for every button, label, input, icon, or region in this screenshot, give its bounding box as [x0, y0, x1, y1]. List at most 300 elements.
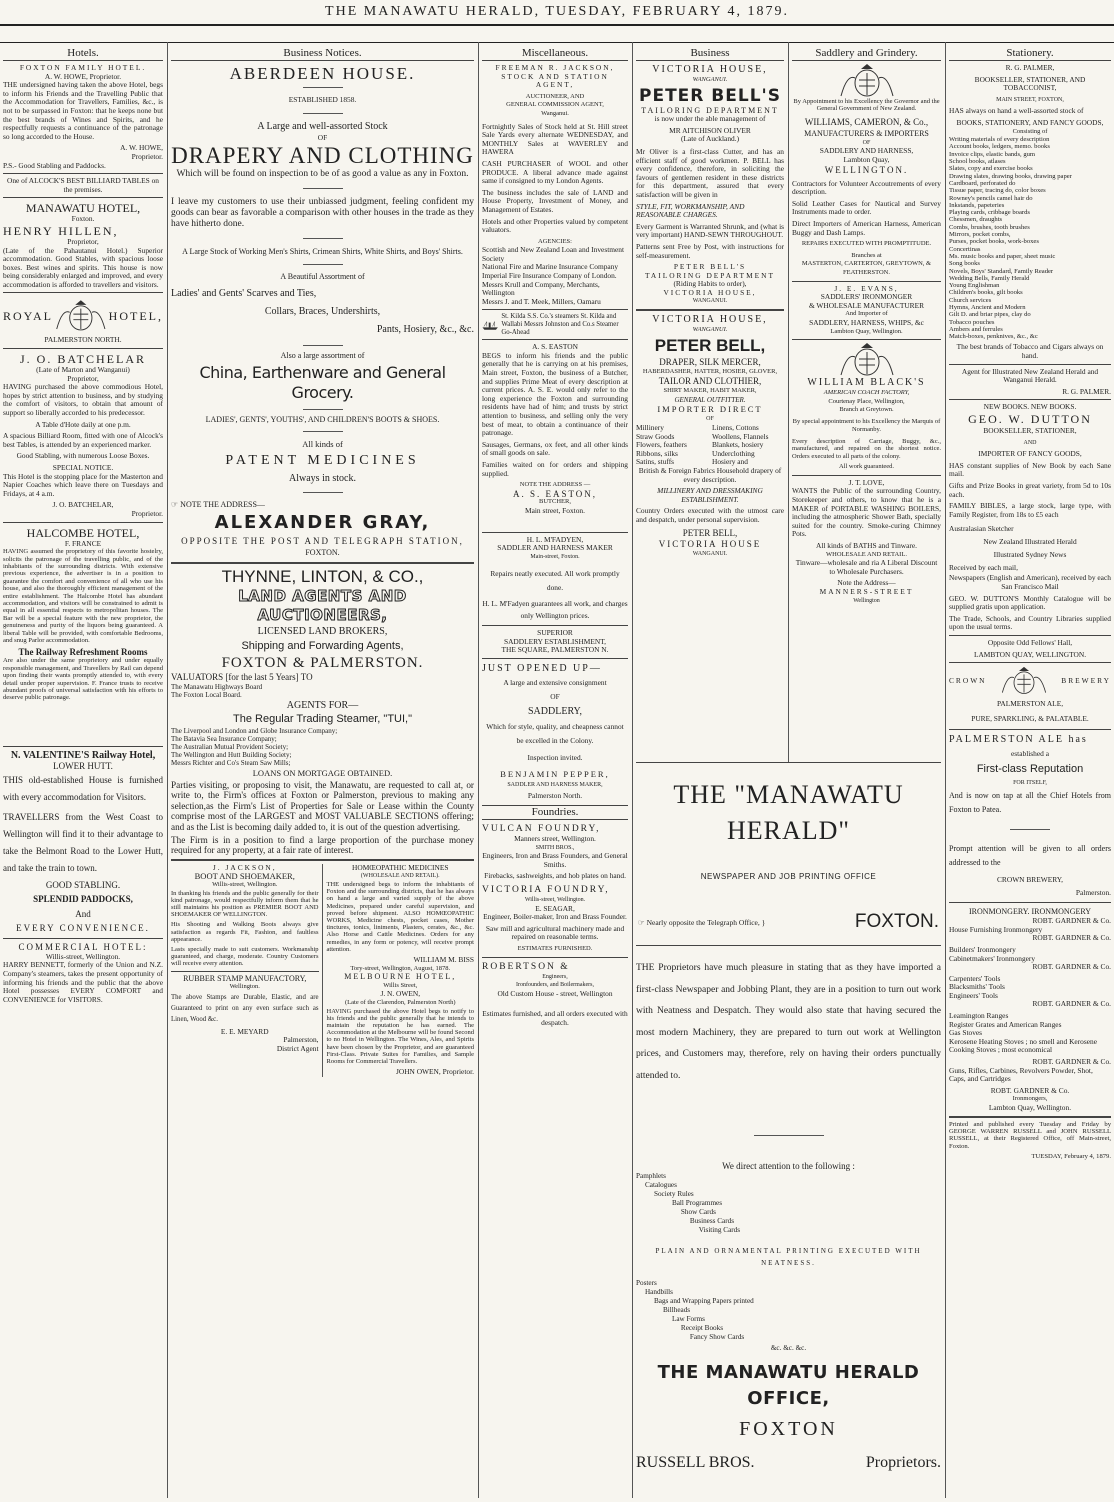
ad-body: BEGS to inform his friends and the public generally that he is carrying on at his premises, Main street, Foxton, the business of a Butcher, and supplies Prime Meat of every description at current prices. A. S. E. would only refer to the long experience the Foxton and surrounding residents have had of him; and trusts by strict attention to business, and selling only the very best of meat, to obtain a continuance of their patronage.: [482, 350, 628, 438]
steamship-icon: [482, 314, 498, 336]
ad-headline: FOXTON.: [854, 911, 939, 932]
ad-text: OF: [317, 132, 328, 142]
ad-text: (WHOLESALE AND RETAIL).: [360, 873, 440, 880]
ad-title: WILLIAMS, CAMERON, & Co.,: [804, 116, 929, 127]
ad-body: Mr Oliver is a first-class Cutter, and has an efficient staff of good workmen. P. BELL has every confidence, therefore, in soliciting the favours of gentlemen resident in these districts for this department, assured that every satisfaction will be given in: [636, 146, 784, 199]
ad-text: The Regular Trading Steamer, "TUI,": [233, 712, 412, 725]
pointing-hand-icon: ☞: [171, 499, 181, 509]
ad-title: VICTORIA HOUSE,: [652, 64, 768, 75]
herald-address: [636, 911, 941, 933]
ad-headline: PALMERSTON ALE has: [949, 734, 1088, 746]
ad-body: THIS old-established House is furnished with every accommodation for Visitors.: [3, 774, 163, 802]
ad-body: A spacious Billiard Room, fitted with one of Alcock's best Tables, is attended by an experienced marker.: [3, 431, 163, 449]
column-stationery: [949, 47, 1111, 1498]
ad-text: MAIN STREET, FOXTON,: [996, 96, 1064, 103]
ad-title: J. T. LOVE,: [848, 477, 885, 487]
ad-text: A Large and well-assorted Stock: [257, 120, 388, 132]
ad-text: AND: [1023, 439, 1037, 446]
ad-body: This Hotel is the stopping place for the Masterton and Napier Coaches which leave there on Tuesdays and Fridays, at 4 a.m.: [3, 471, 163, 498]
divider: [171, 859, 474, 861]
ad-title: COMMERCIAL HOTEL:: [18, 941, 148, 952]
ad-text: P.S.- Good Stabling and Paddocks.: [3, 160, 106, 170]
masthead: THE MANAWATU HERALD, TUESDAY, FEBRUARY 4, 1879.: [325, 4, 789, 19]
ad-headline: SADDLERY,: [528, 706, 582, 718]
ad-text: CROWN BREWERY,: [997, 875, 1063, 885]
ad-body: Repairs neatly executed. All work promptly done.: [490, 569, 620, 593]
ad-text: SADDLERY, HARNESS, WHIPS, &c: [809, 317, 924, 327]
ad-signature: PETER BELL,: [682, 527, 738, 538]
ad-body: Every Garment is Warranted Shrunk, and (what is very important) HAND-SEWN THROUGHOUT.: [636, 221, 784, 240]
ad-body: I leave my customers to use their unbiassed judgment, feeling confident my goods can bear as favorable a comparison with other houses in the trade as they have hitherto done.: [171, 197, 474, 230]
ad-body: Engineer, Boiler-maker, Iron and Brass Founder.: [483, 912, 627, 922]
column-divider: [945, 42, 946, 1498]
ad-body: (Late of the Pahautanui Hotel.) Superior accommodation. Good Stables, with spacious loose boxes. Best wines and spirits. This house is now being considerably enlarged and improved, and every accommodation is afforded to travellers and visitors.: [3, 245, 163, 289]
ad-owner: J. O. BATCHELAR: [19, 352, 146, 367]
ad-body: Families waited on for orders and shipping supplied.: [482, 459, 628, 478]
ad-text: ROBT. GARDNER & Co.: [1032, 933, 1111, 943]
ad-text: A large and extensive consignment: [503, 678, 607, 688]
ad-text: Pants, Hosiery, &c., &c.: [376, 323, 474, 335]
royal-crest-icon: [837, 64, 897, 98]
ad-text: VICTORIA HOUSE,: [663, 287, 757, 297]
ad-title: A. S. EASTON: [532, 342, 578, 352]
ad-text: Willis-street, Wellington.: [212, 881, 278, 888]
ad-list: The Liverpool and London and Globe Insurance Company; The Batavia Sea Insurance Company; The Australian Mutual Provident Society; The Wellington and Hutt Building Society; Messrs Richter and Co's Steam Saw Mills;: [171, 726, 338, 767]
ad-text: All work guaranteed.: [838, 463, 895, 471]
ad-body: HAVING purchased the above Hotel begs to notify to his friends and the public generally that he intends to maintain the reputation he has earned. The Accommodation at the Melbourne will be found Second to no Hotel in Wellington. The Wines, Ales, and Spirits have been chosen by the Proprietor, and are guaranteed First-Class. Private Suites for Families, and Sample Rooms for Commercial Travellers.: [326, 1007, 474, 1066]
ad-heading: SPECIAL NOTICE.: [52, 463, 114, 472]
ad-headline: ALEXANDER GRAY,: [214, 511, 431, 533]
divider: [3, 746, 163, 747]
ad-text: SPLENDID PADDOCKS,: [33, 893, 133, 904]
divider: [3, 938, 163, 939]
ad-body: THE undersigned begs to inform the inhabitants of Foxton and the surrounding districts, that he has always on hand a large and varied supply of the above Medicines, prepared under careful supervision, and proved before shipment. ALSO HOMŒOPATHIC WORKS, Medicine chests, pocket cases, Mother tinctures, tonics, liniments, Plasters, cerates, &c., &c. Also Horse and Cattle Medicines. Orders for any remedies, in any form or potency, will receive prompt attention.: [326, 881, 474, 953]
ad-body: THE undersigned having taken the above Hotel, begs to inform his Friends and the Travelling Public that the Accommodation for Travellers, Families, &c., is not to be surpassed in Foxton: that he keeps none but the best brands of Wines and Spirits, and he respectfully requests a continuance of the patronage so long accorded to the House.: [3, 80, 163, 141]
ad-text: NEW BOOKS. NEW BOOKS.: [983, 402, 1077, 412]
goods-list-left: Millinery Straw Goods Flowers, feathers Ribbons, silks Satins, stuffs: [636, 423, 687, 467]
herald-office-ad: [636, 762, 941, 1499]
royal-crest-icon: [53, 298, 109, 334]
ad-text: LAMBTON QUAY, WELLINGTON.: [973, 649, 1087, 659]
ad-owner: HENRY HILLEN,: [3, 223, 119, 238]
ad-body: Firebacks, sashweights, and hob plates on hand.: [484, 871, 626, 881]
ad-text: Wellington: [853, 597, 880, 604]
ad-title: ROBERTSON &: [482, 961, 570, 972]
ad-text: BUTCHER,: [539, 498, 571, 506]
ad-text: A Large Stock of Working Men's Shirts, Crimean Shirts, White Shirts, and Boys' Shirts.: [182, 247, 463, 257]
ad-text: BOOKSELLER, STATIONER, AND TOBACCONIST,: [974, 74, 1086, 93]
ad-headline: PATENT MEDICINES: [225, 452, 420, 468]
ad-body: Prompt attention will be given to all orders addressed to the: [949, 844, 1111, 868]
ad-text: WHOLESALE AND RETAIL.: [826, 550, 907, 558]
ad-text: Agent for Illustrated New Zealand Herald and Wanganui Herald.: [961, 366, 1099, 385]
imprint-date: TUESDAY, February 4, 1879.: [1031, 1153, 1111, 1161]
ad-text: ESTIMATES FURNISHED.: [517, 945, 593, 952]
ad-text: Note the Address—: [837, 578, 896, 588]
divider: [3, 173, 163, 174]
ad-text: Good Stabling, with numerous Loose Boxes.: [16, 451, 150, 461]
ad-title: R. G. PALMER,: [1005, 63, 1055, 72]
ad-body: Hotels and other Properties valued by competent valuators.: [482, 216, 628, 235]
ad-title: WILLIAM BLACK'S: [807, 377, 926, 389]
ad-text: BOOT AND SHOEMAKER,: [194, 871, 295, 882]
ad-headline: FOXTON & PALMERSTON.: [221, 654, 424, 671]
ad-text: Collars, Braces, Undershirts,: [264, 305, 381, 317]
ad-title: HALCOMBE HOTEL,: [26, 525, 140, 540]
ad-text: EVERY CONVENIENCE.: [16, 922, 150, 933]
goods-list-right: Linens, Cottons Woollens, Flannels Blankets, hosiery Underclothing Hosiery and: [712, 423, 769, 467]
ad-body: Engineers, Iron and Brass Founders, and General Smiths.: [482, 851, 628, 869]
ad-body: Are also under the same proprietory and under equally responsible management, and Travellers by Rail can depend upon finding their wants promptly attended to, with every detail under proper supervision. F. France trusts to receive abundant proofs of universal satisfaction with his efforts to deserve public patronage.: [3, 657, 163, 702]
two-column-ads: [171, 864, 474, 1077]
ad-body: H. L. M'Fadyen guarantees all work, and charges only Wellington prices.: [482, 599, 628, 621]
column-hotels: [3, 47, 163, 1498]
ad-text: FOR ITSELF,: [1013, 780, 1047, 787]
ad-body: Which for style, quality, and cheapness cannot be excelled in the Colony.: [486, 722, 624, 746]
steamer-notice: [482, 313, 628, 336]
ad-heading: The Railway Refreshment Rooms: [18, 647, 148, 658]
ad-title: GEO. W. DUTTON: [968, 412, 1092, 427]
ad-headline: THYNNE, LINTON, & CO.,: [221, 566, 424, 586]
ad-text: Tinware—wholesale and ria A Liberal Discount to Wholesale Purchasers.: [795, 558, 938, 576]
ad-text: NEWSPAPER AND JOB PRINTING OFFICE: [700, 872, 877, 881]
ad-signature: Proprietor.: [131, 508, 163, 518]
ad-text: GENERAL COMMISSION AGENT,: [506, 101, 604, 109]
column-divider: [632, 42, 633, 1498]
jackson-ad: [171, 864, 323, 1077]
crown-brewery-header: [949, 666, 1111, 696]
ad-body: Lasts specially made to suit customers. Workmanship guaranteed, and charge, moderate. Country Customers will receive every attention.: [171, 946, 319, 968]
ad-headline: THE "MANAWATU HERALD": [673, 780, 904, 845]
masthead-rule: [0, 24, 1114, 26]
ad-body: The Trade, Schools, and Country Libraries supplied upon the usual terms.: [949, 613, 1111, 632]
ad-headline: LAND AGENTS AND AUCTIONEERS,: [238, 586, 407, 624]
ad-body: Every description of Carriage, Buggy, &c., manufactured, and repaired on the shortest notice. Orders executed to all parts of the colony.: [792, 438, 941, 460]
ad-text: All kinds of: [302, 438, 343, 449]
ad-signature: ROBT. GARDNER & Co.: [990, 1085, 1070, 1095]
ad-text: PLAIN AND ORNAMENTAL PRINTING EXECUTED WITH NEATNESS.: [655, 1247, 922, 1267]
ad-text: Wanganui.: [541, 109, 569, 117]
homeopathic-ad: [327, 864, 475, 1077]
section-heading: Foundries.: [482, 805, 628, 820]
ad-text: Tory-street, Wellington, August, 1878.: [350, 964, 451, 972]
ad-title: J. E. EVANS,: [834, 283, 899, 293]
column-business-notices: [171, 47, 474, 1498]
ad-text: PALMERSTON NORTH.: [44, 335, 122, 345]
ad-text: AMERICAN COACH FACTORY,: [823, 389, 910, 397]
royal-hotel-header: [3, 296, 163, 336]
column-divider: [478, 42, 479, 1498]
ad-text: MR AITCHISON OLIVER: [669, 125, 751, 135]
ad-text: Kerosene Heating Stoves ; no smell and Kerosene Cooking Stoves ; most economical: [949, 1036, 1097, 1055]
ad-text: MANUFACTURERS & IMPORTERS: [804, 128, 929, 138]
ad-text: Manners street, Wellington.: [514, 834, 596, 844]
ad-text: Willis Street,: [383, 981, 418, 989]
ad-body: The above Stamps are Durable, Elastic, and are Guaranteed to print on any even surface such as Linen, Wood &c.: [171, 993, 319, 1023]
ad-signature: Palmerston,: [283, 1035, 319, 1045]
ad-text: ROBT. GARDNER & Co.: [1032, 916, 1111, 926]
ad-text: HABERDASHER, HATTER, HOSIER, GLOVER,: [642, 367, 778, 375]
ad-owner: J. N. OWEN,: [380, 989, 421, 999]
ad-text: FOXTON.: [305, 547, 340, 557]
ad-signature: VICTORIA HOUSE: [658, 538, 762, 549]
ad-text: OF: [706, 416, 714, 423]
ad-text: Willis-street, Wellington.: [524, 897, 586, 904]
ad-title: ABERDEEN HOUSE.: [229, 64, 416, 83]
ad-text: House Furnishing Ironmongery: [949, 924, 1043, 934]
ad-body: HAVING purchased the above commodious Hotel, hopes by strict attention to business, and by studying the comfort of visitors, to obtain that amount of support so liberally accorded to his predecessor.: [3, 382, 163, 418]
ad-text: established a: [1011, 749, 1049, 759]
ad-body: FAMILY BIBLES, a large stock, large type, with Family Register, from 18s to £5 each: [949, 501, 1111, 519]
ad-text: Branches at: [851, 251, 882, 259]
ad-title: HOTEL,: [108, 309, 163, 324]
ad-text: Received by each mail,: [949, 563, 1018, 573]
column-heading: Hotels.: [3, 47, 163, 61]
ad-text: Lambton Quay,: [843, 155, 890, 164]
ad-body: Solid Leather Cases for Nautical and Survey Instruments made to order.: [792, 198, 941, 217]
ad-title: FREEMAN R. JACKSON,: [495, 63, 615, 72]
ad-text: IMPORTER OF FANCY GOODS,: [978, 449, 1082, 459]
ad-text: (Late of the Clarendon, Palmerston North): [345, 999, 456, 1006]
column-saddlery: [792, 47, 941, 762]
ad-headline: China, Earthenware and General Grocery.: [199, 363, 446, 403]
ad-text: TAILORING DEPARTMENT: [644, 270, 776, 280]
ad-heading: AGENCIES:: [538, 237, 572, 245]
ad-list: Carpenters' Tools Blacksmiths' Tools Engineers' Tools: [949, 973, 1005, 1000]
ad-text: Always in stock.: [289, 472, 356, 484]
ad-text: VALUATORS [for the last 5 Years] TO: [171, 671, 313, 682]
ad-text: WELLINGTON.: [824, 164, 909, 175]
ad-text: Illustrated Sydney News: [993, 550, 1067, 560]
ad-title: BENJAMIN PEPPER,: [500, 769, 610, 780]
ad-text: Lambton Quay, Wellington.: [830, 327, 903, 335]
ad-signature: A. W. HOWE,: [120, 143, 163, 153]
ad-text: Proprietor,: [67, 236, 99, 246]
ad-body: Saw mill and agricultural machinery made and repaired on reasonable terms.: [485, 923, 625, 942]
ad-text: LOANS ON MORTGAGE OBTAINED.: [252, 767, 393, 778]
ad-signature: WANGANUI.: [692, 550, 728, 557]
ad-text: ☞ NOTE THE ADDRESS—: [171, 499, 265, 509]
ad-text: Newspapers (English and American), received by each San Francisco Mail: [949, 573, 1111, 591]
ad-list: Leamington Ranges Register Grates and American Ranges Gas Stoves: [949, 1011, 1062, 1038]
column-divider: [167, 42, 168, 1498]
ad-title: J. JACKSON,: [212, 862, 277, 872]
ad-body: Patterns sent Free by Post, with instructions for self-measurement.: [636, 241, 784, 260]
ad-text: Courtenay Place, Wellington,: [828, 397, 905, 405]
ad-title: MELBOURNE HOTEL,: [344, 972, 457, 982]
ad-text: DRAPER, SILK MERCER,: [659, 356, 761, 367]
ad-signature: Proprietors.: [865, 1454, 941, 1471]
divider: [3, 348, 163, 349]
ad-text: LICENSED LAND BROKERS,: [257, 625, 388, 637]
ad-body: Fortnightly Sales of Stock held at St. Hill street Sale Yards every alternate WEDNESDAY, and MONTHLY Sales at WAVERLEY and HAWERA: [482, 121, 628, 157]
imprint: Printed and published every Tuesday and Friday by GEORGE WARREN RUSSELL and JOHN RUSSELL RUSSELL, at their Registered Office, off Main-street, Foxton.: [949, 1120, 1111, 1150]
ad-signature: Proprietor.: [131, 151, 163, 161]
ad-title: IRONMONGERY. IRONMONGERY: [968, 907, 1092, 917]
ad-text: SADDLERY AND HARNESS,: [819, 146, 914, 156]
ad-signature: E. E. MEYARD: [220, 1026, 269, 1036]
ad-text: SADDLER AND HARNESS MAKER,: [507, 782, 603, 789]
ad-text: And: [75, 908, 91, 919]
ad-text: PURE, SPARKLING, & PALATABLE.: [971, 714, 1089, 724]
ad-body: Gifts and Prize Books in great variety, from 5d to 10s each.: [949, 481, 1111, 499]
ad-text: ROBT. GARDNER & Co.: [1032, 999, 1111, 1009]
ad-signature: WILLIAM M. BISS: [413, 955, 474, 965]
ad-text: New Zealand Illustrated Herald: [983, 537, 1077, 547]
ad-text: OPPOSITE THE POST AND TELEGRAPH STATION,: [181, 535, 464, 546]
ad-text: Palmerston North.: [527, 791, 583, 801]
ad-title: CROWN: [949, 675, 987, 685]
ad-owner: A. W. HOWE, Proprietor.: [44, 71, 122, 81]
ad-headline: DRAPERY AND CLOTHING: [171, 143, 474, 169]
ad-text: Engineers,: [542, 973, 568, 980]
ad-title: BREWERY: [1061, 675, 1111, 685]
royal-crest-icon: [999, 666, 1049, 696]
ad-text: Ironfounders, and Boilermakers,: [516, 982, 594, 989]
column-heading: Saddlery and Grindery.: [792, 47, 941, 61]
ad-text: GOOD STABLING.: [45, 879, 121, 890]
ad-body: Direct Importers of American Harness, American Buggy and Dash Lamps.: [792, 218, 941, 237]
ad-list: Builders' Ironmongery Cabinetmakers' Ironmongery: [949, 944, 1036, 963]
ad-text: OF: [862, 139, 871, 146]
ad-headline: FOXTON: [739, 1418, 838, 1440]
ad-owner: E. SEAGAR,: [535, 903, 575, 913]
ad-body: Parties visiting, or proposing to visit, the Manawatu, are requested to call at, or write to, the Firm's offices at Foxton or Palmerston, previous to making any selection,as the Firm's List of Properties for Sale or Lease within the County comprise most of the LARGEST and MOST VALUABLE SECTIONS offering; and as the List is becoming daily added to, it is out of the question advertising.: [171, 779, 474, 832]
ad-body: The business includes the sale of LAND and House Property, Investment of Money, and Management of Estates.: [482, 187, 628, 214]
ad-text: is now under the able management of: [654, 114, 766, 124]
ad-text: AUCTIONEER, AND: [525, 92, 585, 100]
ad-text: Opposite Odd Fellows' Hall,: [987, 637, 1073, 647]
ad-text: Palmerston.: [1075, 888, 1111, 898]
ad-text: MILLINERY AND DRESSMAKING ESTABLISHMENT.: [657, 486, 763, 504]
pointing-hand-icon: ☞: [638, 917, 647, 927]
ad-text: A Beautiful Assortment of: [280, 272, 365, 282]
ad-text: & WHOLESALE MANUFACTURER: [808, 300, 925, 310]
ad-signature: R. G. PALMER.: [1062, 386, 1111, 396]
ad-text: ESTABLISHED 1858.: [288, 95, 357, 104]
ad-body: Estimates furnished, and all orders executed with despatch.: [482, 1009, 628, 1027]
ad-body: HAS constant supplies of New Book by each Sane mail.: [949, 460, 1111, 479]
ad-text: And Importer of: [845, 310, 888, 318]
ad-text: TAILOR AND CLOTHIER,: [658, 376, 762, 387]
ad-text: BOOKS, STATIONERY, AND FANCY GOODS,: [956, 117, 1104, 127]
ad-text: Consisting of: [1012, 127, 1048, 135]
ad-text: REPAIRS EXECUTED WITH PROMPTITUDE.: [801, 240, 932, 248]
royal-crest-icon: [837, 343, 897, 377]
ad-headline: PETER BELL'S: [639, 85, 781, 106]
ad-body: Sausages, Germans, ox feet, and all other kinds of small goods on sale.: [482, 439, 628, 458]
ad-text: Wellington.: [229, 983, 260, 991]
ad-body: Contractors for Volunteer Accoutrements of every description.: [792, 178, 941, 197]
divider: [3, 292, 163, 293]
ad-headline: JUST OPENED UP—: [482, 663, 602, 675]
ad-signature: A. S. EASTON,: [512, 488, 598, 499]
ad-text: Foxton.: [71, 214, 95, 224]
divider: [3, 197, 163, 198]
ad-text: One of ALCOCK'S BEST BILLIARD TABLES on the premises.: [7, 176, 159, 194]
ad-text: Old Custom House - street, Wellington: [497, 988, 613, 998]
ad-text: WANGANUI.: [692, 326, 728, 334]
ad-text: STYLE, FIT, WORKMANSHIP, AND REASONABLE CHARGES.: [636, 201, 745, 220]
ad-body: HAS always on hand a well-assorted stock of: [949, 106, 1084, 116]
ad-title: PETER BELL'S: [673, 262, 747, 272]
ad-list: The Manawatu Highways Board The Foxton Local Board.: [171, 682, 263, 699]
ad-title: VULCAN FOUNDRY,: [482, 824, 601, 835]
ad-list: Pamphlets Catalogues Society Rules Ball Programmes Show Cards Business Cards Visiting Cards: [636, 1172, 741, 1234]
ad-title: ROYAL: [3, 309, 54, 324]
ad-body: His Shooting and Walking Boots always give satisfaction as regards Fit, Fashion, and faultless appearance.: [171, 921, 319, 943]
ad-text: Also a large assortment of: [280, 350, 365, 360]
ad-text: TAILORING DEPARTMENT: [641, 105, 779, 115]
ad-text: The best brands of Tobacco and Cigars always on hand.: [956, 342, 1104, 361]
ad-body: In thanking his friends and the public generally for their kind patronage, would respectfully inform them that he still maintains his position as PREMIER BOOT AND SHOEMAKER OF WELLINGTON.: [171, 889, 319, 919]
column-heading: Miscellaneous.: [482, 47, 628, 61]
ad-text: THE SQUARE, PALMERSTON N.: [501, 645, 609, 655]
ad-signature: J. O. BATCHELAR,: [52, 500, 114, 510]
ad-text: SADDLERS' IRONMONGER: [820, 292, 913, 302]
ad-text: Inspection invited.: [527, 753, 583, 763]
ad-text: MANNERS-STREET: [819, 587, 914, 596]
ad-list: Scottish and New Zealand Loan and Investment Society National Fire and Marine Insurance Company Imperial Fire Insurance Company of London. Messrs Krull and Company, Merchants, Wellington Messrs J. and T. Meek, Millers, Oamaru: [482, 245, 625, 306]
ad-text: ROBT. GARDNER & Co.: [1032, 962, 1111, 972]
ad-body: The Firm is in a position to find a large proportion of the purchase money required for any property, at a fair rate of interest.: [171, 835, 474, 856]
ad-text: SHIRT MAKER, HABIT MAKER,: [663, 387, 757, 395]
ad-title: H. L. M'FADYEN,: [526, 534, 584, 544]
ad-body: Country Orders executed with the utmost care and despatch, under personal supervision.: [636, 506, 784, 524]
ad-headline: First-class Reputation: [976, 763, 1084, 776]
ad-text: LADIES', GENTS', YOUTHS', AND CHILDREN'S BOOTS & SHOES.: [205, 415, 440, 425]
ad-text: Branch at Greytown.: [839, 406, 894, 414]
ad-signature: RUSSELL BROS.: [636, 1454, 755, 1471]
ad-text: (Late of Marton and Wanganui): [36, 365, 130, 375]
ad-text: NOTE THE ADDRESS —: [519, 481, 591, 489]
ad-text: (Riding Habits to order),: [673, 279, 747, 289]
ad-text: AGENTS FOR—: [286, 699, 359, 711]
ad-text: SADDLER AND HARNESS MAKER: [497, 543, 613, 553]
ad-owner: SMITH BROS.,: [535, 844, 575, 851]
ad-text: Main-street, Foxton.: [530, 553, 580, 560]
ad-text: ☞ Nearly opposite the Telegraph Office, }: [638, 917, 766, 927]
herald-proprietors: [636, 1452, 941, 1474]
ad-body: WANTS the Public of the surrounding Country, Storekeeper and others, to know that he is a MAKER of PORTABLE WASHING BOILERS, including the atmospheric Shower Bath, specially suited for the country. Smoke-curing Chimney Pots.: [792, 486, 941, 539]
column-business: [636, 47, 784, 762]
ad-text: GENERAL OUTFITTER.: [674, 395, 746, 404]
ad-text: Ladies' and Gents' Scarves and Ties,: [171, 287, 317, 299]
ad-text: Australasian Sketcher: [949, 524, 1014, 534]
divider: [171, 562, 474, 564]
ad-signature: JOHN OWEN, Proprietor.: [395, 1067, 474, 1077]
column-heading: Business: [636, 47, 784, 61]
ad-text: STOCK AND STATION AGENT,: [501, 71, 609, 90]
ad-text: IMPORTER DIRECT: [657, 404, 763, 415]
ad-body: TRAVELLERS from the West Coast to Wellington will find it to their advantage to take the Belmont Road to the Lower Hutt, and take the train to town.: [3, 811, 163, 873]
ad-title: RUBBER STAMP MANUFACTORY,: [183, 973, 307, 983]
ad-text: St. Kilda S.S. Co.'s steamers St. Kilda and Wallabi Messrs Johnston and Co.s Steamer Go-Ahead: [501, 313, 619, 336]
ad-text: OF: [550, 692, 560, 702]
ad-title: FOXTON FAMILY HOTEL.: [19, 63, 147, 72]
ad-body: CASH PURCHASER of WOOL and other PRODUCE. A liberal advance made against same if consigned to my London Agents.: [482, 158, 628, 186]
ad-signature: District Agent: [276, 1044, 319, 1053]
ad-text: LOWER HUTT.: [53, 760, 113, 771]
ad-text: MASTERTON, CARTERTON, GREYTOWN, & FEATHERSTON.: [801, 260, 932, 276]
ad-text: (Late of Auckland.): [680, 134, 740, 144]
ad-title: VICTORIA FOUNDRY,: [482, 885, 610, 896]
ad-text: WANGANUI.: [692, 76, 728, 83]
ad-text: Guns, Rifles, Carbines, Revolvers Powder, Shot, Caps, and Cartridges: [949, 1065, 1093, 1084]
goods-list: [636, 424, 784, 467]
ad-text: SUPERIOR: [537, 628, 573, 638]
column-miscellaneous: [482, 47, 628, 1498]
